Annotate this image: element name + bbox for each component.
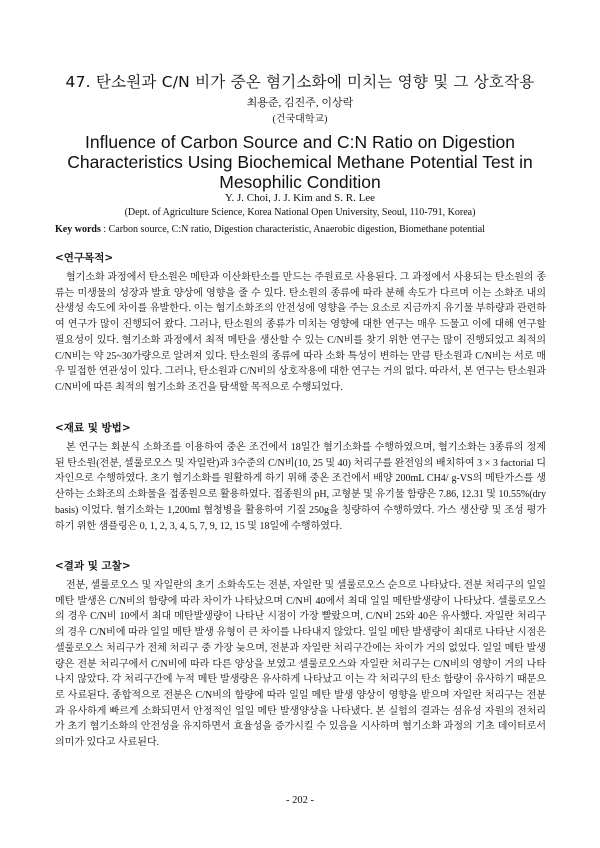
keywords-label: Key words bbox=[55, 224, 101, 235]
section-heading: <재료 및 방법> bbox=[55, 422, 131, 434]
english-authors: Y. J. Choi, J. J. Kim and S. R. Lee bbox=[224, 192, 376, 204]
korean-title: 47. 탄소원과 C/N 비가 중온 혐기소화에 미치는 영향 및 그 상호작용 bbox=[65, 73, 535, 91]
section-heading: <결과 및 고찰> bbox=[55, 560, 131, 572]
korean-authors: 최용준, 김진주, 이상락 bbox=[246, 97, 354, 109]
section-body: 본 연구는 회분식 소화조를 이용하여 중온 조건에서 18일간 혐기소화를 수행하였으며, 혐기소화는 3종류의 정제된 탄소원(전분, 셀룰로오스 및 자일란)과 3수준의 C/N비(10, 25 및 40) 처리구를 완전임의 배치하여 3 × 3 factorial 디자인으로 수행하였다. 초기 혐기소화를 원활하게 하기 위해 중온 조건에서 배양 200mL CH4/ g-VS의 메탄가스를 생산하는 소화조의 소화물을 접종원으로 활용하였다. 접종원의 pH, 고형분 및 유기물 함량은 7.86, 12.31 및 10.55%(dry basis) 이었다. 혐기소화는 1,200ml 혐청병을 활용하여 기질 250g을 칭량하여 수행하였다. 가스 생산량 및 조성 평가하기 위한 샘플링은 0, 1, 2, 3, 4, 5, 7, 9, 12, 15 및 18일에 수행하였다. bbox=[55, 442, 546, 532]
english-affiliation: (Dept. of Agriculture Science, Korea National Open University, Seoul, 110-791, Korea) bbox=[124, 207, 476, 218]
english-title: Influence of Carbon Source and C:N Ratio on Digestion Characteristics Using Biochemical Methane Potential Test in Mesophilic Condition bbox=[67, 132, 533, 192]
keywords-line bbox=[55, 224, 555, 235]
section-methods bbox=[55, 420, 546, 534]
section-body: 전분, 셀룰로오스 및 자일란의 초기 소화속도는 전분, 자일란 및 셀룰로오스 순으로 나타났다. 전분 처리구의 일일 메탄 발생은 C/N비의 함량에 따라 차이가 나타났으며 C/N비 40에서 최대 일일 메탄발생량이 나타났다. 셀룰로오스의 경우 C/N비 10에서 최대 메탄발생량이 나타난 시점이 가장 빨랐으며, C/N비 25와 40은 유사했다. 자일란 처리구의 경우 C/N비에 따라 일일 메탄 발생 유형이 큰 차이를 나타내지 않았다. 일일 메탄 발생량이 최대로 나타난 시점은 셀룰로오스 처리구가 전체 처리구 중 가장 늦으며, 전분과 자일란 처리구간에는 차이가 거의 없었다. 일일 메탄 발생량은 전분 처리구에서 C/N비에 따라 다른 양상을 보였고 셀룰로오스와 자일란 처리구는 C/N비의 영향이 거의 나타나지 않았다. 각 처리구간에 누적 메탄 발생량은 유사하게 나타났고 이는 각 처리구의 탄소 함량이 유사하기 때문으로 사료된다. 종합적으로 전분은 C/N비의 함량에 따라 일일 메탄 발생 양상이 영향을 받으며 자일란 처리구는 전분과 유사하게 빠르게 소화되면서 안정적인 일일 메탄 발생양상을 나타냈다. 본 실험의 결과는 섬유성 자원의 전처리가 초기 혐기소화의 안전성을 유지하면서 효율성을 증가시킬 수 있음을 시사하며 혐기소화 과정의 기초 데이터로서 의미가 있다고 사료된다. bbox=[55, 580, 546, 749]
keywords-text: : Carbon source, C:N ratio, Digestion characteristic, Anaerobic digestion, Biomethane potential bbox=[103, 224, 485, 235]
korean-affiliation: (건국대학교) bbox=[272, 114, 328, 125]
section-body: 혐기소화 과정에서 탄소원은 메탄과 이산화탄소를 만드는 주원료로 사용된다. 그 과정에서 사용되는 탄소원의 종류는 미생물의 성장과 발효 양상에 영향을 줄 수 있다. 탄소원의 종류에 따라 분해 속도가 다르며 이는 소화조 내의 산생성 속도에 차이를 유발한다. 이는 혐기소화조의 안전성에 영향을 주는 요소로 지금까지 유기물 부하량과 관련하여 연구가 많이 진행되어 왔다. 그러나, 탄소원의 종류가 미치는 영향에 대한 연구는 매우 드물고 이에 대해 연구할 필요성이 있다. 혐기소화 과정에서 최적 메탄을 생산할 수 있는 C/N비를 찾기 위한 연구는 많이 진행되었고 최적의 C/N비는 약 25~30가량으로 알려져 있다. 탄소원의 종류에 따라 소화 특성이 변하는 만큼 탄소원과 C/N비는 서로 매우 밀접한 연관성이 있다. 그러나, 탄소원과 C/N비의 상호작용에 대한 연구는 거의 없다. 따라서, 본 연구는 탄소원과 C/N비에 따른 최적의 혐기소화 조건을 탐색할 목적으로 수행되었다. bbox=[55, 272, 546, 393]
section-heading: <연구목적> bbox=[55, 252, 114, 264]
section-results bbox=[55, 558, 546, 751]
page-number: - 202 - bbox=[286, 795, 314, 806]
section-purpose bbox=[55, 250, 546, 396]
